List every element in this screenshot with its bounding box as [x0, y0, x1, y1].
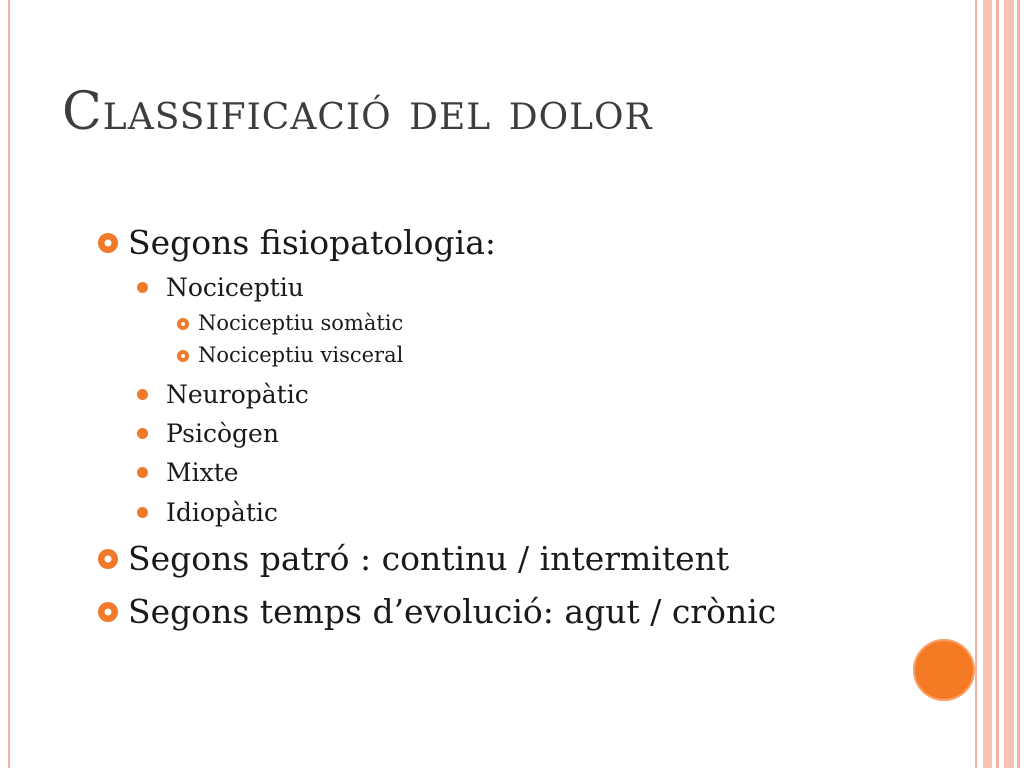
- bullet-item-level3: Nociceptiu somàtic: [198, 311, 404, 335]
- bullet-item-level1: Segons fisiopatologia:: [128, 223, 496, 262]
- right-stripe: [1017, 0, 1020, 768]
- dot-bullet-icon: [137, 507, 148, 518]
- bullet-item-level2: Psicògen: [166, 419, 279, 448]
- right-stripe: [975, 0, 977, 768]
- right-stripe: [983, 0, 992, 768]
- ring-bullet-icon: [177, 350, 189, 362]
- ring-bullet-icon: [98, 549, 118, 569]
- right-stripe: [996, 0, 999, 768]
- bullet-item-level2: Idiopàtic: [166, 498, 278, 527]
- bullet-item-level2: Neuropàtic: [166, 380, 309, 409]
- decorative-orange-circle: [913, 639, 975, 701]
- bullet-item-level2: Nociceptiu: [166, 273, 304, 302]
- right-stripe: [1004, 0, 1014, 768]
- dot-bullet-icon: [137, 467, 148, 478]
- ring-bullet-icon: [98, 602, 118, 622]
- bullet-item-level1: Segons patró : continu / intermitent: [128, 539, 730, 578]
- dot-bullet-icon: [137, 389, 148, 400]
- bullet-item-level3: Nociceptiu visceral: [198, 343, 404, 367]
- dot-bullet-icon: [137, 282, 148, 293]
- dot-bullet-icon: [137, 428, 148, 439]
- ring-bullet-icon: [98, 233, 118, 253]
- bullet-item-level2: Mixte: [166, 458, 239, 487]
- ring-bullet-icon: [177, 318, 189, 330]
- slide-title: Classificació del dolor: [62, 82, 653, 142]
- bullet-item-level1: Segons temps d’evolució: agut / crònic: [128, 592, 777, 631]
